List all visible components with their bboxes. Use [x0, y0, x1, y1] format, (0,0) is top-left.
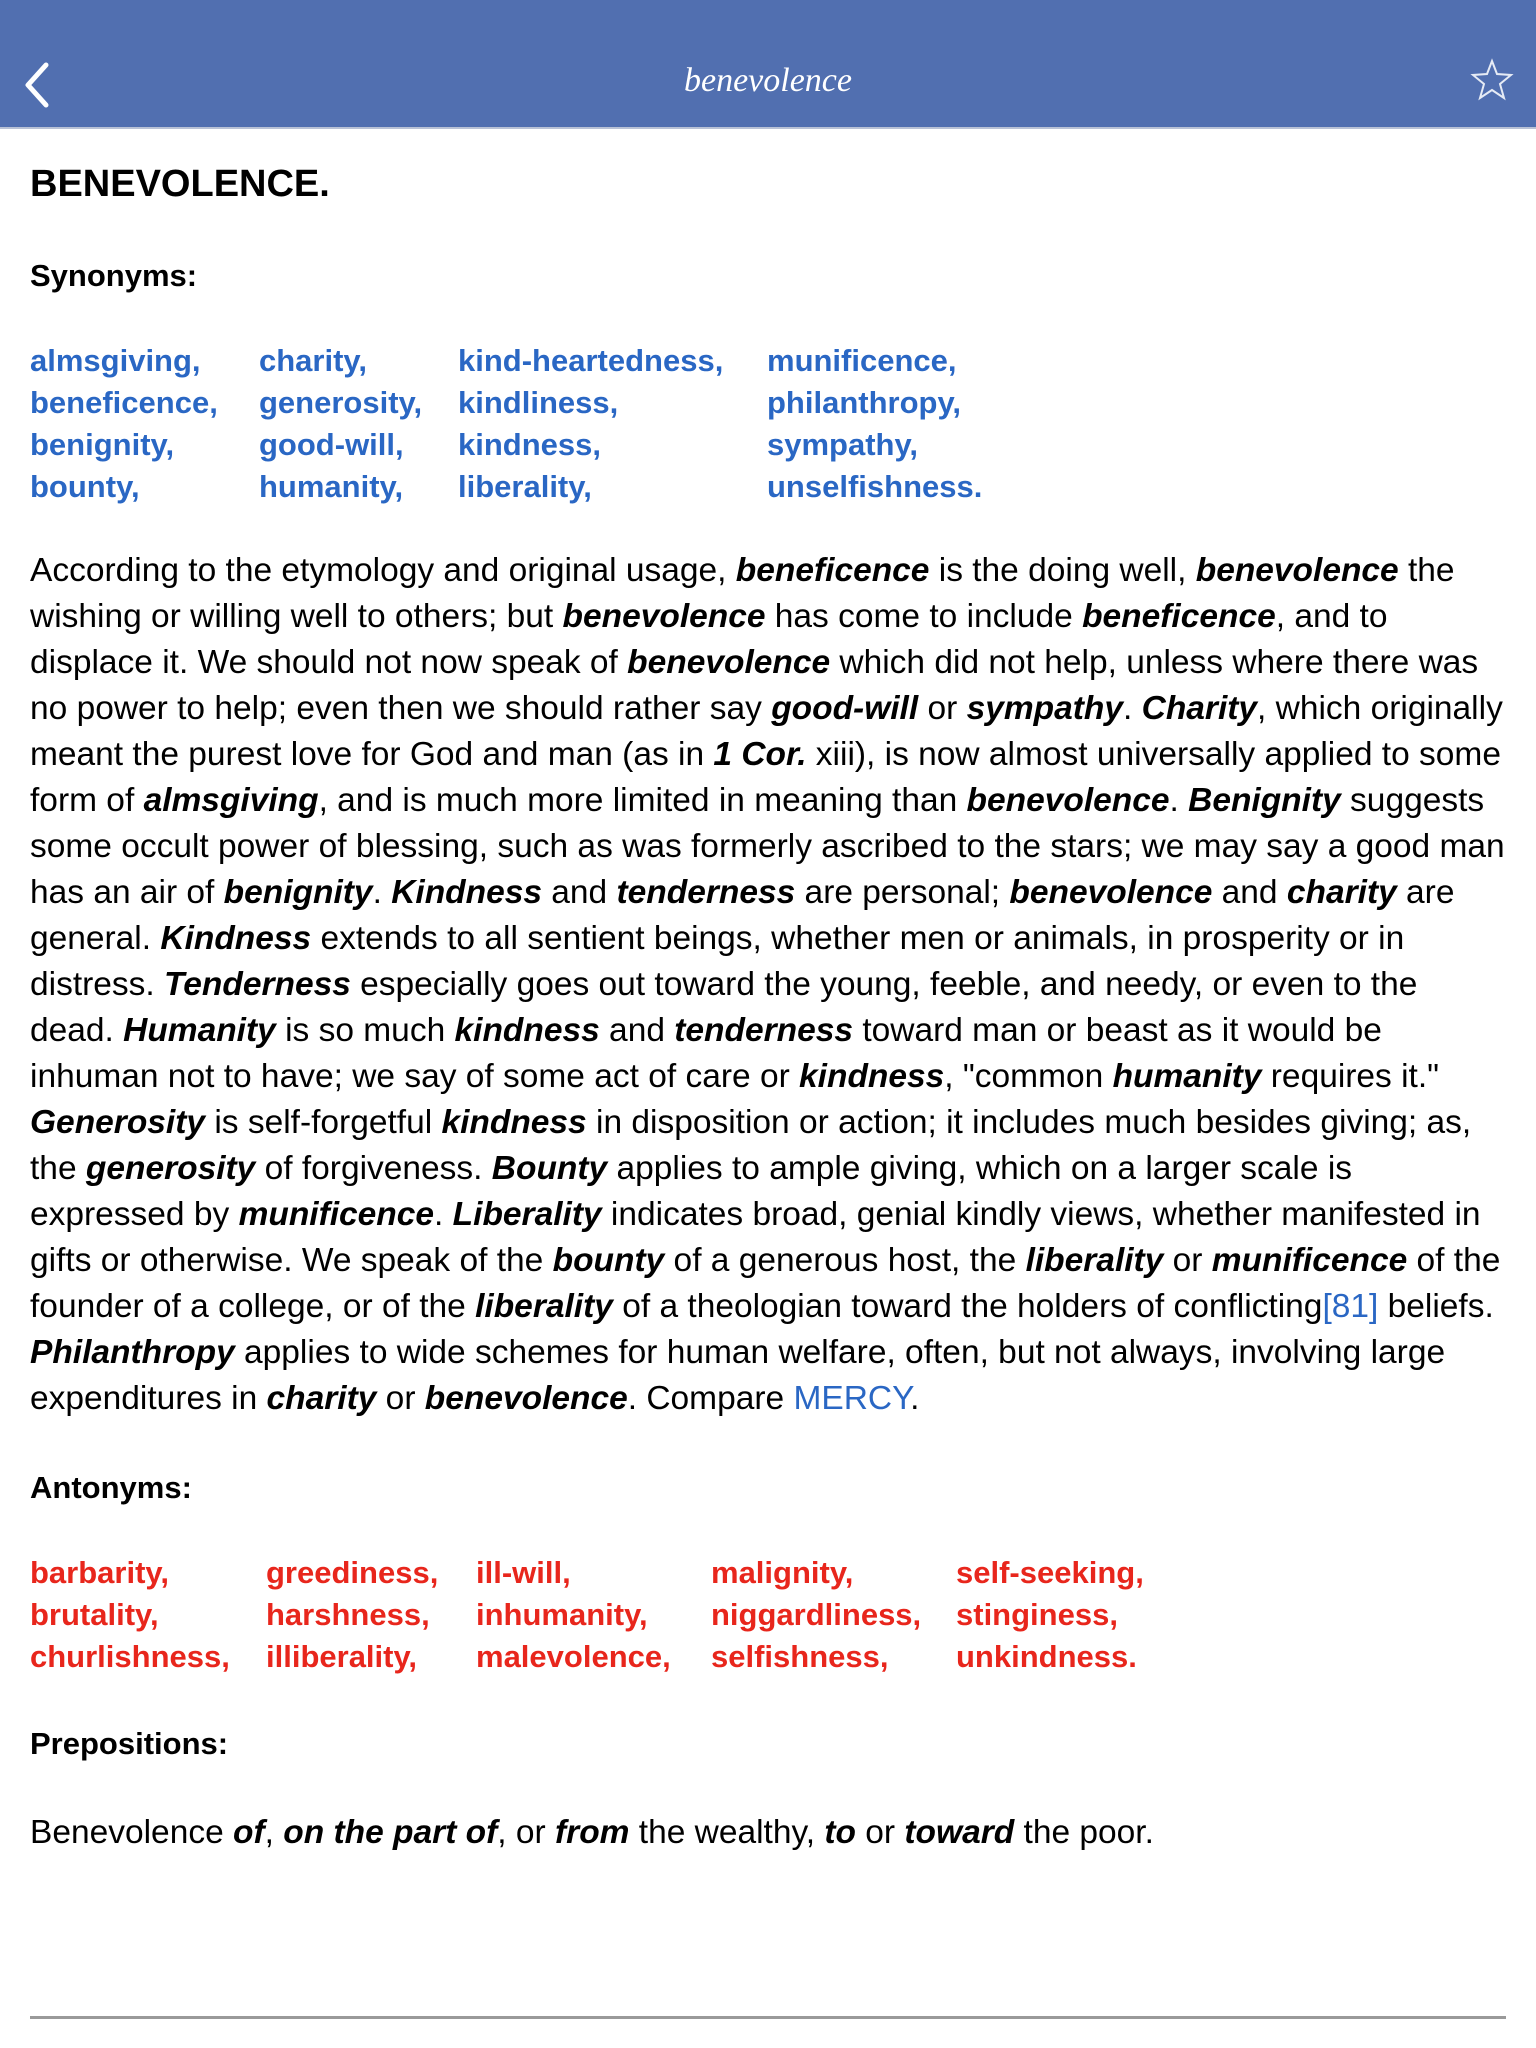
- synonyms-list: [30, 340, 1506, 508]
- text-segment: applies to wide schemes for human welfare, often, but not always, involving large expenditures in: [30, 1334, 1446, 1417]
- emphasized-term: munificence: [238, 1196, 435, 1233]
- text-segment: .: [434, 1196, 453, 1233]
- text-segment: Benevolence: [30, 1814, 234, 1851]
- text-segment: or: [918, 690, 967, 727]
- antonym-link[interactable]: ill-will,: [476, 1555, 571, 1590]
- emphasized-term: Benignity: [1188, 782, 1341, 819]
- text-segment: According to the etymology and original usage,: [30, 552, 736, 589]
- emphasized-term: kindness: [441, 1104, 587, 1141]
- emphasized-term: benevolence: [1195, 552, 1399, 589]
- definition-paragraph: [30, 548, 1510, 1422]
- synonyms-label: Synonyms:: [30, 258, 198, 293]
- antonym-link[interactable]: stinginess,: [956, 1597, 1118, 1632]
- emphasized-term: liberality: [475, 1288, 613, 1325]
- synonym-link[interactable]: kindness,: [458, 427, 601, 462]
- text-segment: or: [1163, 1242, 1212, 1279]
- text-segment: requires it.": [1261, 1058, 1440, 1095]
- emphasized-term: Tenderness: [164, 966, 351, 1003]
- emphasized-term: Charity: [1141, 690, 1258, 727]
- antonyms-label: Antonyms:: [30, 1470, 192, 1505]
- emphasized-term: Philanthropy: [30, 1334, 235, 1371]
- text-segment: of a theologian toward the holders of conflicting: [612, 1288, 1323, 1325]
- text-segment: or: [376, 1380, 425, 1417]
- emphasized-term: to: [824, 1814, 856, 1851]
- entry-content: [30, 158, 1506, 1856]
- emphasized-term: toward: [904, 1814, 1015, 1851]
- emphasized-term: tenderness: [674, 1012, 854, 1049]
- text-segment: , and is much more limited in meaning than: [318, 782, 967, 819]
- synonym-link[interactable]: beneficence,: [30, 385, 218, 420]
- text-segment: , or: [497, 1814, 555, 1851]
- emphasized-term: humanity: [1112, 1058, 1262, 1095]
- divider: [30, 2016, 1506, 2019]
- text-segment: toward man or beast as it would be inhuman not to have; we say of some act of care or: [30, 1012, 1382, 1095]
- text-segment: is self-forgetful: [205, 1104, 442, 1141]
- emphasized-term: Kindness: [391, 874, 542, 911]
- antonym-link[interactable]: selfishness,: [711, 1639, 889, 1674]
- antonym-link[interactable]: harshness,: [266, 1597, 430, 1632]
- emphasized-term: benevolence: [562, 598, 766, 635]
- antonym-link[interactable]: greediness,: [266, 1555, 439, 1590]
- text-segment: .: [1123, 690, 1142, 727]
- synonym-link[interactable]: charity,: [259, 343, 367, 378]
- text-segment: is so much: [275, 1012, 455, 1049]
- text-segment: the poor.: [1014, 1814, 1154, 1851]
- emphasized-term: sympathy: [966, 690, 1123, 727]
- emphasized-term: benevolence: [627, 644, 831, 681]
- synonym-link[interactable]: kind-heartedness,: [458, 343, 724, 378]
- emphasized-term: charity: [266, 1380, 377, 1417]
- text-segment: , "common: [944, 1058, 1113, 1095]
- synonym-link[interactable]: good-will,: [259, 427, 404, 462]
- antonym-link[interactable]: malignity,: [711, 1555, 854, 1590]
- antonym-link[interactable]: malevolence,: [476, 1639, 671, 1674]
- emphasized-term: beneficence: [735, 552, 930, 589]
- text-segment: are personal;: [795, 874, 1010, 911]
- emphasized-term: charity: [1286, 874, 1397, 911]
- star-outline-icon[interactable]: [1470, 58, 1514, 102]
- synonym-link[interactable]: sympathy,: [767, 427, 919, 462]
- synonym-link[interactable]: philanthropy,: [767, 385, 962, 420]
- emphasized-term: 1 Cor.: [713, 736, 807, 773]
- synonym-link[interactable]: unselfishness.: [767, 469, 983, 504]
- synonym-link[interactable]: generosity,: [259, 385, 423, 420]
- text-segment: which did not help, unless where there was no power to help; even then we should rather say: [30, 644, 1479, 727]
- emphasized-term: kindness: [799, 1058, 945, 1095]
- text-segment: of forgiveness.: [255, 1150, 492, 1187]
- text-segment: and: [599, 1012, 675, 1049]
- text-segment: .: [372, 874, 392, 911]
- antonyms-list: [30, 1552, 1506, 1678]
- emphasized-term: good-will: [771, 690, 919, 727]
- text-segment: and: [541, 874, 617, 911]
- emphasized-term: from: [555, 1814, 630, 1851]
- emphasized-term: beneficence: [1082, 598, 1276, 635]
- text-segment: the wealthy,: [629, 1814, 825, 1851]
- antonym-link[interactable]: inhumanity,: [476, 1597, 648, 1632]
- text-segment: in disposition or action; it includes much besides giving; as, the: [30, 1104, 1472, 1187]
- emphasized-term: of: [233, 1814, 265, 1851]
- antonym-link[interactable]: niggardliness,: [711, 1597, 922, 1632]
- text-segment: .: [1169, 782, 1189, 819]
- text-segment: , and to displace it. We should not now speak of: [30, 598, 1388, 681]
- emphasized-term: on the part of: [283, 1814, 498, 1851]
- synonym-link[interactable]: bounty,: [30, 469, 140, 504]
- synonym-link[interactable]: liberality,: [458, 469, 592, 504]
- prepositions-text: [30, 1810, 1506, 1856]
- antonym-link[interactable]: barbarity,: [30, 1555, 169, 1590]
- text-segment: especially goes out toward the young, feeble, and needy, or even to the dead.: [30, 966, 1418, 1049]
- antonym-link[interactable]: illiberality,: [266, 1639, 418, 1674]
- emphasized-term: Liberality: [452, 1196, 602, 1233]
- emphasized-term: Bounty: [491, 1150, 608, 1187]
- prepositions-label: Prepositions:: [30, 1726, 229, 1761]
- emphasized-term: Humanity: [123, 1012, 276, 1049]
- text-segment: . Compare: [627, 1380, 794, 1417]
- text-segment: are general.: [30, 874, 1455, 957]
- emphasized-term: benevolence: [966, 782, 1170, 819]
- text-segment: beliefs.: [1378, 1288, 1494, 1325]
- emphasized-term: generosity: [85, 1150, 256, 1187]
- text-segment: ,: [264, 1814, 284, 1851]
- text-segment: extends to all sentient beings, whether men or animals, in prosperity or in distress.: [30, 920, 1405, 1003]
- text-segment: or: [855, 1814, 905, 1851]
- nav-title: benevolence: [684, 62, 852, 99]
- text-segment: is the doing well,: [929, 552, 1196, 589]
- text-segment: has come to include: [765, 598, 1083, 635]
- synonym-link[interactable]: almsgiving,: [30, 343, 201, 378]
- synonym-link[interactable]: munificence,: [767, 343, 957, 378]
- cross-reference-link[interactable]: [81]: [1322, 1288, 1379, 1325]
- antonym-link[interactable]: self-seeking,: [956, 1555, 1144, 1590]
- text-segment: of a generous host, the: [664, 1242, 1026, 1279]
- text-segment: applies to ample giving, which on a larger scale is expressed by: [30, 1150, 1353, 1233]
- emphasized-term: kindness: [454, 1012, 600, 1049]
- antonym-link[interactable]: unkindness.: [956, 1639, 1137, 1674]
- emphasized-term: liberality: [1025, 1242, 1164, 1279]
- emphasized-term: benignity: [223, 874, 373, 911]
- text-segment: indicates broad, genial kindly views, whether manifested in gifts or otherwise. We speak of the: [30, 1196, 1481, 1279]
- text-segment: .: [910, 1380, 920, 1417]
- emphasized-term: benevolence: [424, 1380, 628, 1417]
- entry-title: BENEVOLENCE.: [30, 163, 330, 205]
- synonym-link[interactable]: humanity,: [259, 469, 404, 504]
- text-segment: suggests some occult power of blessing, such as was formerly ascribed to the stars; we may say a good man has an air of: [30, 782, 1505, 911]
- text-segment: , which originally meant the purest love for God and man (as in: [30, 690, 1503, 773]
- emphasized-term: almsgiving: [143, 782, 319, 819]
- text-segment: xiii), is now almost universally applied to some form of: [30, 736, 1501, 819]
- emphasized-term: bounty: [552, 1242, 665, 1279]
- text-segment: and: [1212, 874, 1287, 911]
- cross-reference-link[interactable]: MERCY: [793, 1380, 911, 1417]
- synonym-link[interactable]: benignity,: [30, 427, 175, 462]
- text-segment: the wishing or willing well to others; but: [30, 552, 1455, 635]
- antonym-link[interactable]: brutality,: [30, 1597, 159, 1632]
- synonym-link[interactable]: kindliness,: [458, 385, 619, 420]
- nav-bar: [0, 0, 1536, 129]
- emphasized-term: Kindness: [160, 920, 312, 957]
- emphasized-term: Generosity: [30, 1104, 206, 1141]
- emphasized-term: tenderness: [616, 874, 796, 911]
- emphasized-term: munificence: [1211, 1242, 1408, 1279]
- emphasized-term: benevolence: [1009, 874, 1213, 911]
- antonym-link[interactable]: churlishness,: [30, 1639, 230, 1674]
- text-segment: of the founder of a college, or of the: [30, 1242, 1501, 1325]
